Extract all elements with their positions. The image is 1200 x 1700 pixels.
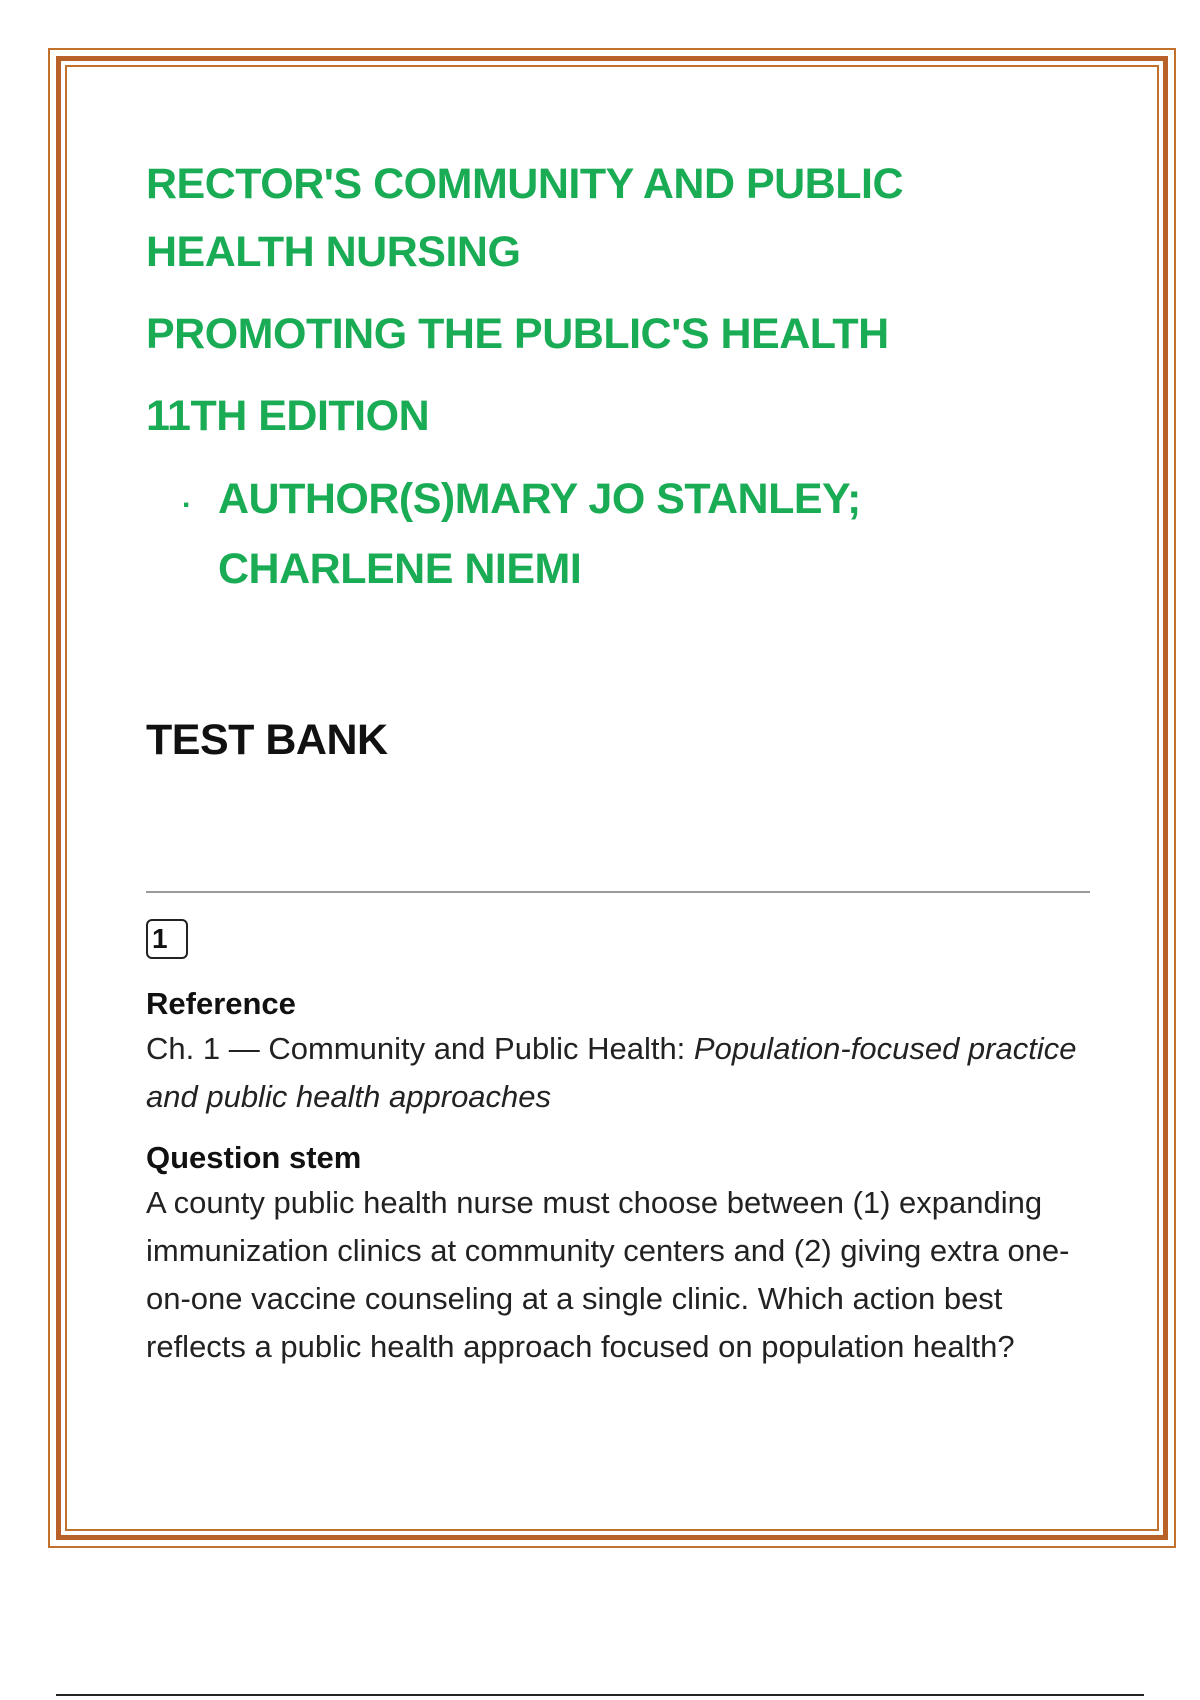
page-bottom-divider (56, 1694, 1144, 1696)
page-content (146, 150, 1090, 1371)
book-edition: 11TH EDITION (146, 392, 430, 440)
reference-prefix: Ch. 1 — Community and Public Health: (146, 1031, 694, 1066)
author-line-2: CHARLENE NIEMI (218, 545, 582, 593)
reference-label: Reference (146, 986, 296, 1021)
test-bank-heading: TEST BANK (146, 716, 388, 764)
author-list-item (182, 464, 1090, 604)
section-divider (146, 891, 1090, 893)
reference-text (146, 1025, 1090, 1121)
author-line-1: AUTHOR(S)MARY JO STANLEY; (218, 475, 861, 523)
authors (218, 464, 861, 604)
question-stem-label: Question stem (146, 1140, 362, 1175)
book-title-line-2: HEALTH NURSING (146, 228, 521, 276)
question-stem-text: A county public health nurse must choose between (1) expanding immunization clinics at community centers and (2) giving extra one-on-one vaccine counseling at a single clinic. Which action best reflects a public health approach focused on population health? (146, 1185, 1070, 1364)
question-number-badge: 1 (146, 919, 188, 959)
bullet-icon: . (182, 481, 191, 514)
book-title (146, 150, 1090, 286)
book-subtitle: PROMOTING THE PUBLIC'S HEALTH (146, 310, 889, 358)
book-title-line-1: RECTOR'S COMMUNITY AND PUBLIC (146, 160, 904, 208)
reference-topic: Population-focused practice and public health approaches (146, 1031, 1077, 1114)
